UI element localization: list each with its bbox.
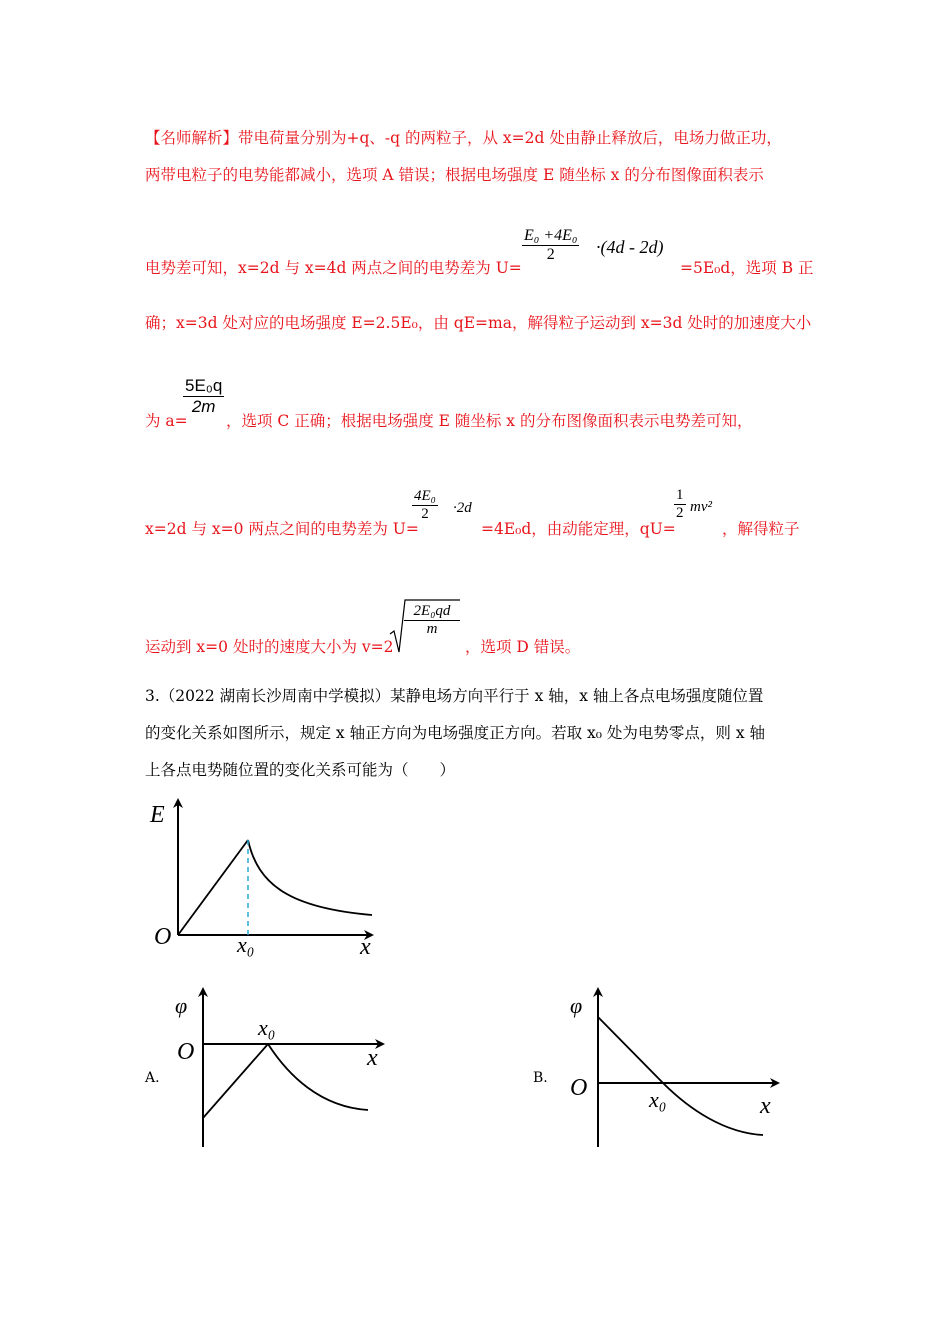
equation-2 xyxy=(183,376,224,417)
equation-1-numerator: E₀ +4E₀ xyxy=(524,227,578,244)
equation-4-denominator: 2 xyxy=(676,505,684,521)
equation-3-denominator: 2 xyxy=(421,506,429,522)
equation-2-numerator: 5E₀q xyxy=(185,376,223,395)
phi-axis-label: φ xyxy=(570,993,583,1018)
analysis-line-6-pre: x=2d 与 x=0 两点之间的电势差为 U= xyxy=(145,520,419,538)
x-axis-label: x xyxy=(760,1093,771,1119)
x-axis-label: x xyxy=(360,934,371,960)
option-a-label: A. xyxy=(145,1070,160,1086)
analysis-line-2: 两带电粒子的电势能都减小，选项 A 错误；根据电场强度 E 随坐标 x 的分布图像面积表示 xyxy=(145,166,764,184)
analysis-line-3 xyxy=(145,258,522,278)
equation-2-denominator: 2m xyxy=(191,397,216,416)
x0-label: x₀ xyxy=(649,1087,667,1112)
analysis-line-3-post: =5E₀d，选项 B 正 xyxy=(680,259,814,277)
equation-5 xyxy=(404,603,460,638)
equation-4 xyxy=(674,487,686,522)
linear-rise xyxy=(203,1044,268,1118)
option-a-graph xyxy=(170,985,395,1155)
x0-label: x₀ xyxy=(258,1015,276,1040)
origin-label: O xyxy=(177,1039,195,1065)
analysis-line-6-post: ，解得粒子 xyxy=(722,520,800,538)
analysis-line-6-mid: =4E₀d，由动能定理，qU= xyxy=(481,520,676,538)
decay-curve xyxy=(248,840,372,915)
equation-1-tail: ·(4d - 2d) xyxy=(596,237,664,257)
question-line-1: 3.（2022 湖南长沙周南中学模拟）某静电场方向平行于 x 轴，x 轴上各点电场强度随位置 xyxy=(145,687,764,705)
question-line-2: 的变化关系如图所示，规定 x 轴正方向为电场强度正方向。若取 x₀ 处为电势零点，则 x 轴 xyxy=(145,724,766,742)
equation-5-denominator: m xyxy=(426,621,438,637)
decline-curve xyxy=(663,1083,763,1135)
equation-4-numerator: 1 xyxy=(676,487,684,503)
e-axis-label: E xyxy=(150,802,165,828)
question-line-3: 上各点电势随位置的变化关系可能为（ ） xyxy=(145,761,456,779)
e-x-graph xyxy=(140,790,390,965)
equation-1 xyxy=(522,227,579,264)
x-axis-label: x xyxy=(367,1045,378,1071)
equation-3-tail: ·2d xyxy=(453,500,472,516)
x0-label: x₀ xyxy=(237,932,255,957)
option-b-label: B. xyxy=(533,1070,548,1086)
equation-3 xyxy=(412,488,438,523)
analysis-line-3-pre: 电势差可知，x=2d 与 x=4d 两点之间的电势差为 U= xyxy=(145,259,522,277)
decay-curve xyxy=(268,1044,368,1110)
equation-1-denominator: 2 xyxy=(546,246,555,263)
linear-rise xyxy=(178,840,248,935)
phi-axis-label: φ xyxy=(175,993,188,1018)
analysis-line-4: 确；x=3d 处对应的电场强度 E=2.5E₀，由 qE=ma，解得粒子运动到 x=3d 处时的加速度大小 xyxy=(145,314,812,332)
analysis-line-5-post: ，选项 C 正确；根据电场强度 E 随坐标 x 的分布图像面积表示电势差可知， xyxy=(226,412,753,430)
equation-4-tail: mv² xyxy=(690,499,712,515)
analysis-line-7-pre: 运动到 x=0 处时的速度大小为 v=2 xyxy=(145,638,394,656)
analysis-line-1: 【名师解析】带电荷量分别为+q、-q 的两粒子，从 x=2d 处由静止释放后，电场力做正功， xyxy=(145,129,782,147)
origin-label: O xyxy=(570,1075,588,1101)
option-b-graph xyxy=(565,985,790,1155)
origin-label: O xyxy=(154,924,172,950)
analysis-line-7-post: ，选项 D 错误。 xyxy=(465,638,581,656)
analysis-line-5-pre: 为 a= xyxy=(145,412,188,430)
linear-decline xyxy=(598,1017,663,1083)
equation-3-numerator: 4E₀ xyxy=(414,488,436,504)
equation-5-numerator: 2E₀qd xyxy=(413,603,451,619)
